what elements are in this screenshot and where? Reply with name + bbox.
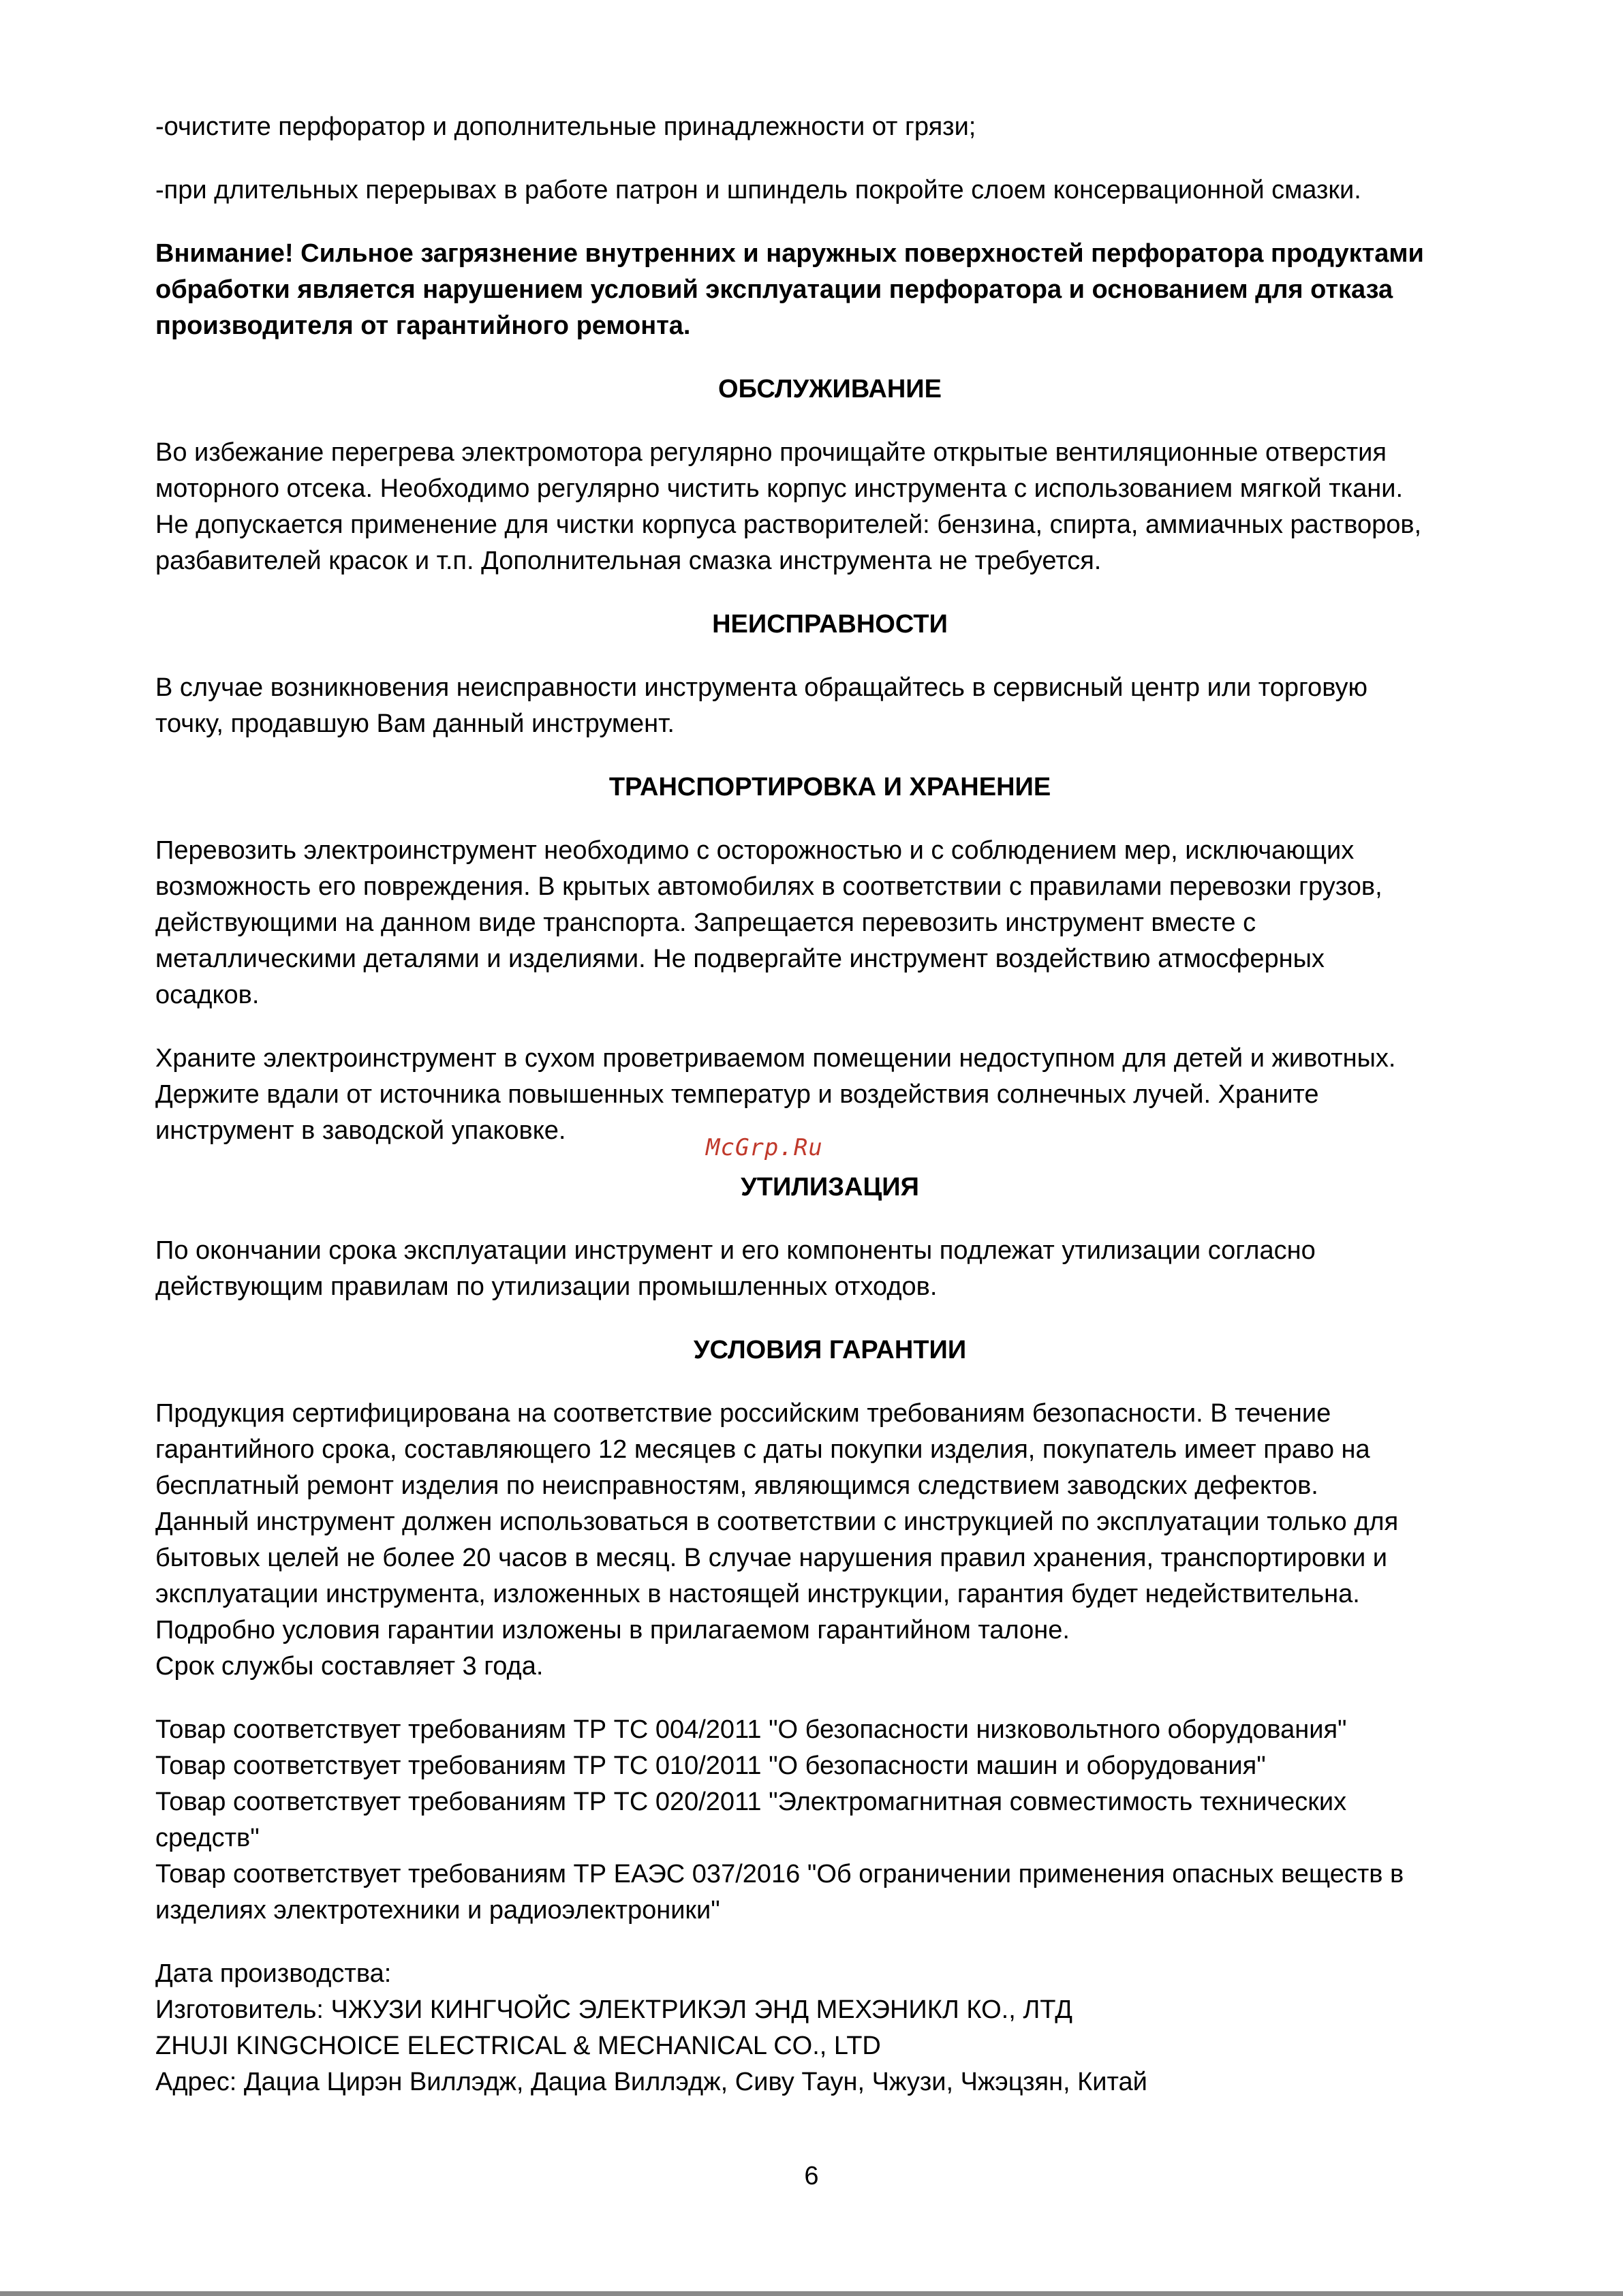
text-line: эксплуатации инструмента, изложенных в настоящей инструкции, гарантия будет недействительна. [155,1580,1360,1608]
text-line: Товар соответствует требованиям ТР ЕАЭС 037/2016 "Об ограничении применения опасных веществ в [155,1860,1404,1888]
text-line: бытовых целей не более 20 часов в месяц. В случае нарушения правил хранения, транспортировки и [155,1544,1387,1572]
text-line: Товар соответствует требованиям ТР ТС 004/2011 "О безопасности низковольтного оборудования" [155,1715,1347,1744]
watermark: McGrp.Ru [706,1134,823,1161]
text-line: обработки является нарушением условий эксплуатации перфоратора и основанием для отказа [155,275,1393,304]
text-line: возможность его повреждения. В крытых автомобилях в соответствии с правилами перевозки грузов, [155,872,1382,901]
text-line: действующими на данном виде транспорта. Запрещается перевозить инструмент вместе с [155,908,1256,937]
text-line: Продукция сертифицирована на соответствие российским требованиям безопасности. В течение [155,1399,1331,1428]
text-line: Держите вдали от источника повышенных температур и воздействия солнечных лучей. Храните [155,1080,1319,1109]
text-line: металлическими деталями и изделиями. Не подвергайте инструмент воздействию атмосферных [155,945,1325,973]
service-paragraph [155,435,1504,579]
cleaning-instruction-paragraph [155,109,1504,145]
document-page [155,109,1504,2128]
text-line: Не допускается применение для чистки корпуса растворителей: бензина, спирта, аммиачных растворов, [155,510,1422,539]
text-line: Данный инструмент должен использоваться в соответствии с инструкцией по эксплуатации только для [155,1507,1399,1536]
disposal-heading: УТИЛИЗАЦИЯ [741,1173,919,1201]
storage-lubrication-paragraph [155,172,1504,209]
page-number: 6 [804,2162,819,2190]
disposal-paragraph [155,1233,1504,1305]
transport-paragraph [155,833,1504,1013]
text-line: -при длительных перерывах в работе патрон и шпиндель покройте слоем консервационной смазки. [155,176,1361,204]
text-line: Адрес: Дациа Цирэн Виллэдж, Дациа Виллэдж, Сиву Таун, Чжузи, Чжэцзян, Китай [155,2068,1147,2096]
text-line: По окончании срока эксплуатации инструмент и его компоненты подлежат утилизации согласно [155,1236,1316,1265]
text-line: В случае возникновения неисправности инструмента обращайтесь в сервисный центр или торговую [155,673,1368,702]
text-line: Срок службы составляет 3 года. [155,1652,544,1681]
faults-paragraph [155,670,1504,742]
text-line: ZHUJI KINGCHOICE ELECTRICAL & MECHANICAL CO., LTD [155,2032,881,2060]
text-line: Храните электроинструмент в сухом проветриваемом помещении недоступном для детей и животных. [155,1044,1396,1073]
transport-heading: ТРАНСПОРТИРОВКА И ХРАНЕНИЕ [608,773,1051,801]
service-heading: ОБСЛУЖИВАНИЕ [718,375,942,403]
text-line: Перевозить электроинструмент необходимо с осторожностью и с соблюдением мер, исключающих [155,836,1355,865]
warranty-heading: УСЛОВИЯ ГАРАНТИИ [693,1336,967,1364]
text-line: Во избежание перегрева электромотора регулярно прочищайте открытые вентиляционные отверстия [155,438,1387,467]
text-line: -очистите перфоратор и дополнительные принадлежности от грязи; [155,112,976,141]
warranty-paragraph [155,1396,1504,1685]
text-line: бесплатный ремонт изделия по неисправностям, являющимся следствием заводских дефектов. [155,1471,1318,1500]
text-line: Товар соответствует требованиям ТР ТС 010/2011 "О безопасности машин и оборудования" [155,1751,1266,1780]
text-line: средств" [155,1824,260,1852]
text-line: Товар соответствует требованиям ТР ТС 020/2011 "Электромагнитная совместимость технических [155,1788,1347,1816]
text-line: инструмент в заводской упаковке. [155,1116,566,1145]
manufacturer-paragraph [155,1956,1504,2100]
text-line: разбавителей красок и т.п. Дополнительная смазка инструмента не требуется. [155,547,1102,575]
text-line: действующим правилам по утилизации промышленных отходов. [155,1272,938,1301]
text-line: Подробно условия гарантии изложены в прилагаемом гарантийном талоне. [155,1616,1070,1644]
text-line: Дата производства: [155,1959,392,1988]
storage-paragraph [155,1041,1504,1149]
text-line: точку, продавшую Вам данный инструмент. [155,709,675,738]
compliance-paragraph [155,1712,1504,1929]
bottom-divider [0,2291,1623,2296]
text-line: Изготовитель: ЧЖУЗИ КИНГЧОЙС ЭЛЕКТРИКЭЛ ЭНД МЕХЭНИКЛ КО., ЛТД [155,1995,1072,2024]
warning-paragraph [155,236,1504,344]
text-line: Внимание! Сильное загрязнение внутренних и наружных поверхностей перфоратора продуктами [155,239,1424,268]
text-line: производителя от гарантийного ремонта. [155,311,691,340]
text-line: моторного отсека. Необходимо регулярно чистить корпус инструмента с использованием мягкой ткани. [155,474,1404,503]
text-line: гарантийного срока, составляющего 12 месяцев с даты покупки изделия, покупатель имеет право на [155,1435,1370,1464]
text-line: изделиях электротехники и радиоэлектроники" [155,1896,720,1925]
text-line: осадков. [155,981,260,1009]
faults-heading: НЕИСПРАВНОСТИ [712,610,948,639]
